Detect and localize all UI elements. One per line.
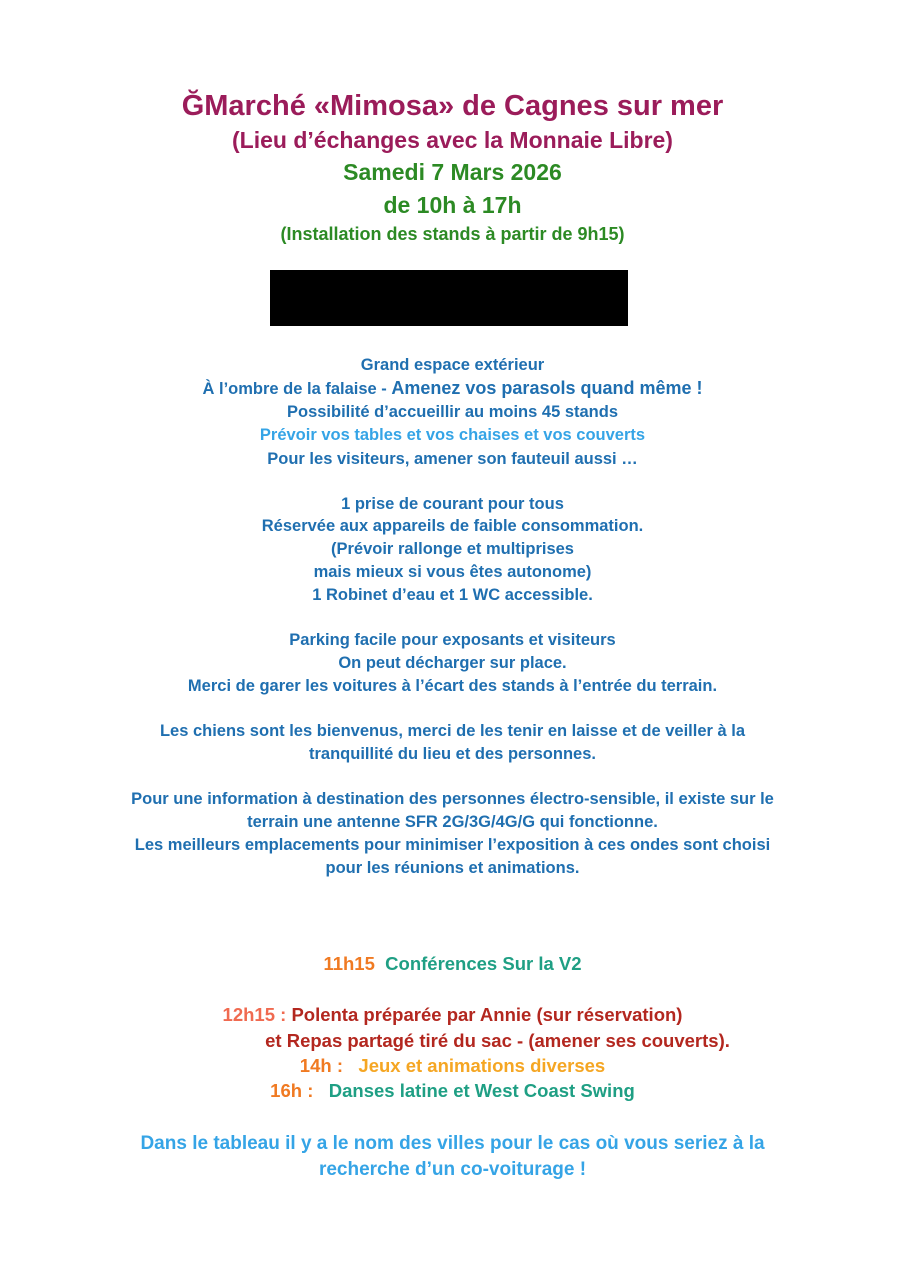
schedule-time-1: 11h15	[323, 953, 375, 974]
schedule-text-4: Danses latine et West Coast Swing	[328, 1080, 635, 1101]
info-line-5: Pour les visiteurs, amener son fauteuil aussi …	[267, 450, 638, 468]
info-line-14: Les chiens sont les bienvenus, merci de les tenir en laisse et de veiller à la	[159, 722, 746, 740]
schedule-time-3: 14h :	[299, 1055, 343, 1076]
info-line-8: (Prévoir rallonge et multiprises	[331, 540, 574, 558]
footer-line-1: Dans le tableau il y a le nom des villes pour le cas où vous seriez à la	[140, 1133, 765, 1154]
info-line-12: On peut décharger sur place.	[338, 654, 567, 672]
schedule-time-2: 12h15 :	[222, 1004, 287, 1025]
schedule-text-2: Polenta préparée par Annie (sur réservation)	[291, 1004, 683, 1025]
schedule-item-2-line-2: et Repas partagé tiré du sac - (amener ses couverts).	[265, 1030, 730, 1051]
info-line-2b: Amenez vos parasols quand même !	[391, 378, 703, 398]
schedule-item-4	[0, 1082, 905, 1101]
info-line-18: Les meilleurs emplacements pour minimiser l’exposition à ces ondes sont choisi	[134, 836, 771, 854]
info-line-15: tranquillité du lieu et des personnes.	[309, 745, 596, 763]
info-line-1: Grand espace extérieur	[360, 356, 545, 374]
redacted-block	[270, 270, 628, 326]
info-line-16: Pour une information à destination des personnes électro-sensible, il existe sur le	[131, 790, 774, 808]
info-line-10: 1 Robinet d’eau et 1 WC accessible.	[312, 586, 593, 604]
event-date: Samedi 7 Mars 2026	[343, 159, 562, 185]
schedule-time-4: 16h :	[270, 1080, 314, 1101]
info-line-11: Parking facile pour exposants et visiteurs	[289, 631, 616, 649]
info-line-19: pour les réunions et animations.	[325, 859, 580, 877]
installation-note: (Installation des stands à partir de 9h15)	[280, 224, 625, 244]
info-line-7: Réservée aux appareils de faible consommation.	[261, 517, 644, 535]
schedule-item-3	[0, 1057, 905, 1076]
event-title: ĞMarché «Mimosa» de Cagnes sur mer	[181, 90, 724, 122]
event-subtitle: (Lieu d’échanges avec la Monnaie Libre)	[232, 127, 673, 153]
schedule-text-3: Jeux et animations diverses	[358, 1055, 606, 1076]
info-line-2a: À l’ombre de la falaise -	[202, 380, 392, 398]
info-line-17: terrain une antenne SFR 2G/3G/4G/G qui fonctionne.	[247, 813, 658, 831]
info-line-3: Possibilité d’accueillir au moins 45 stands	[286, 403, 619, 421]
info-line-6: 1 prise de courant pour tous	[341, 495, 564, 513]
info-line-2	[0, 379, 905, 398]
event-hours: de 10h à 17h	[383, 192, 522, 218]
info-line-13: Merci de garer les voitures à l’écart des stands à l’entrée du terrain.	[187, 677, 718, 695]
info-line-9: mais mieux si vous êtes autonome)	[313, 563, 592, 581]
schedule-text-1: Conférences Sur la V2	[385, 953, 582, 974]
info-line-4: Prévoir vos tables et vos chaises et vos couverts	[259, 426, 646, 444]
schedule-item-2	[0, 1006, 905, 1025]
schedule-item-1	[0, 955, 905, 974]
footer-line-2: recherche d’un co-voiturage !	[318, 1159, 587, 1180]
